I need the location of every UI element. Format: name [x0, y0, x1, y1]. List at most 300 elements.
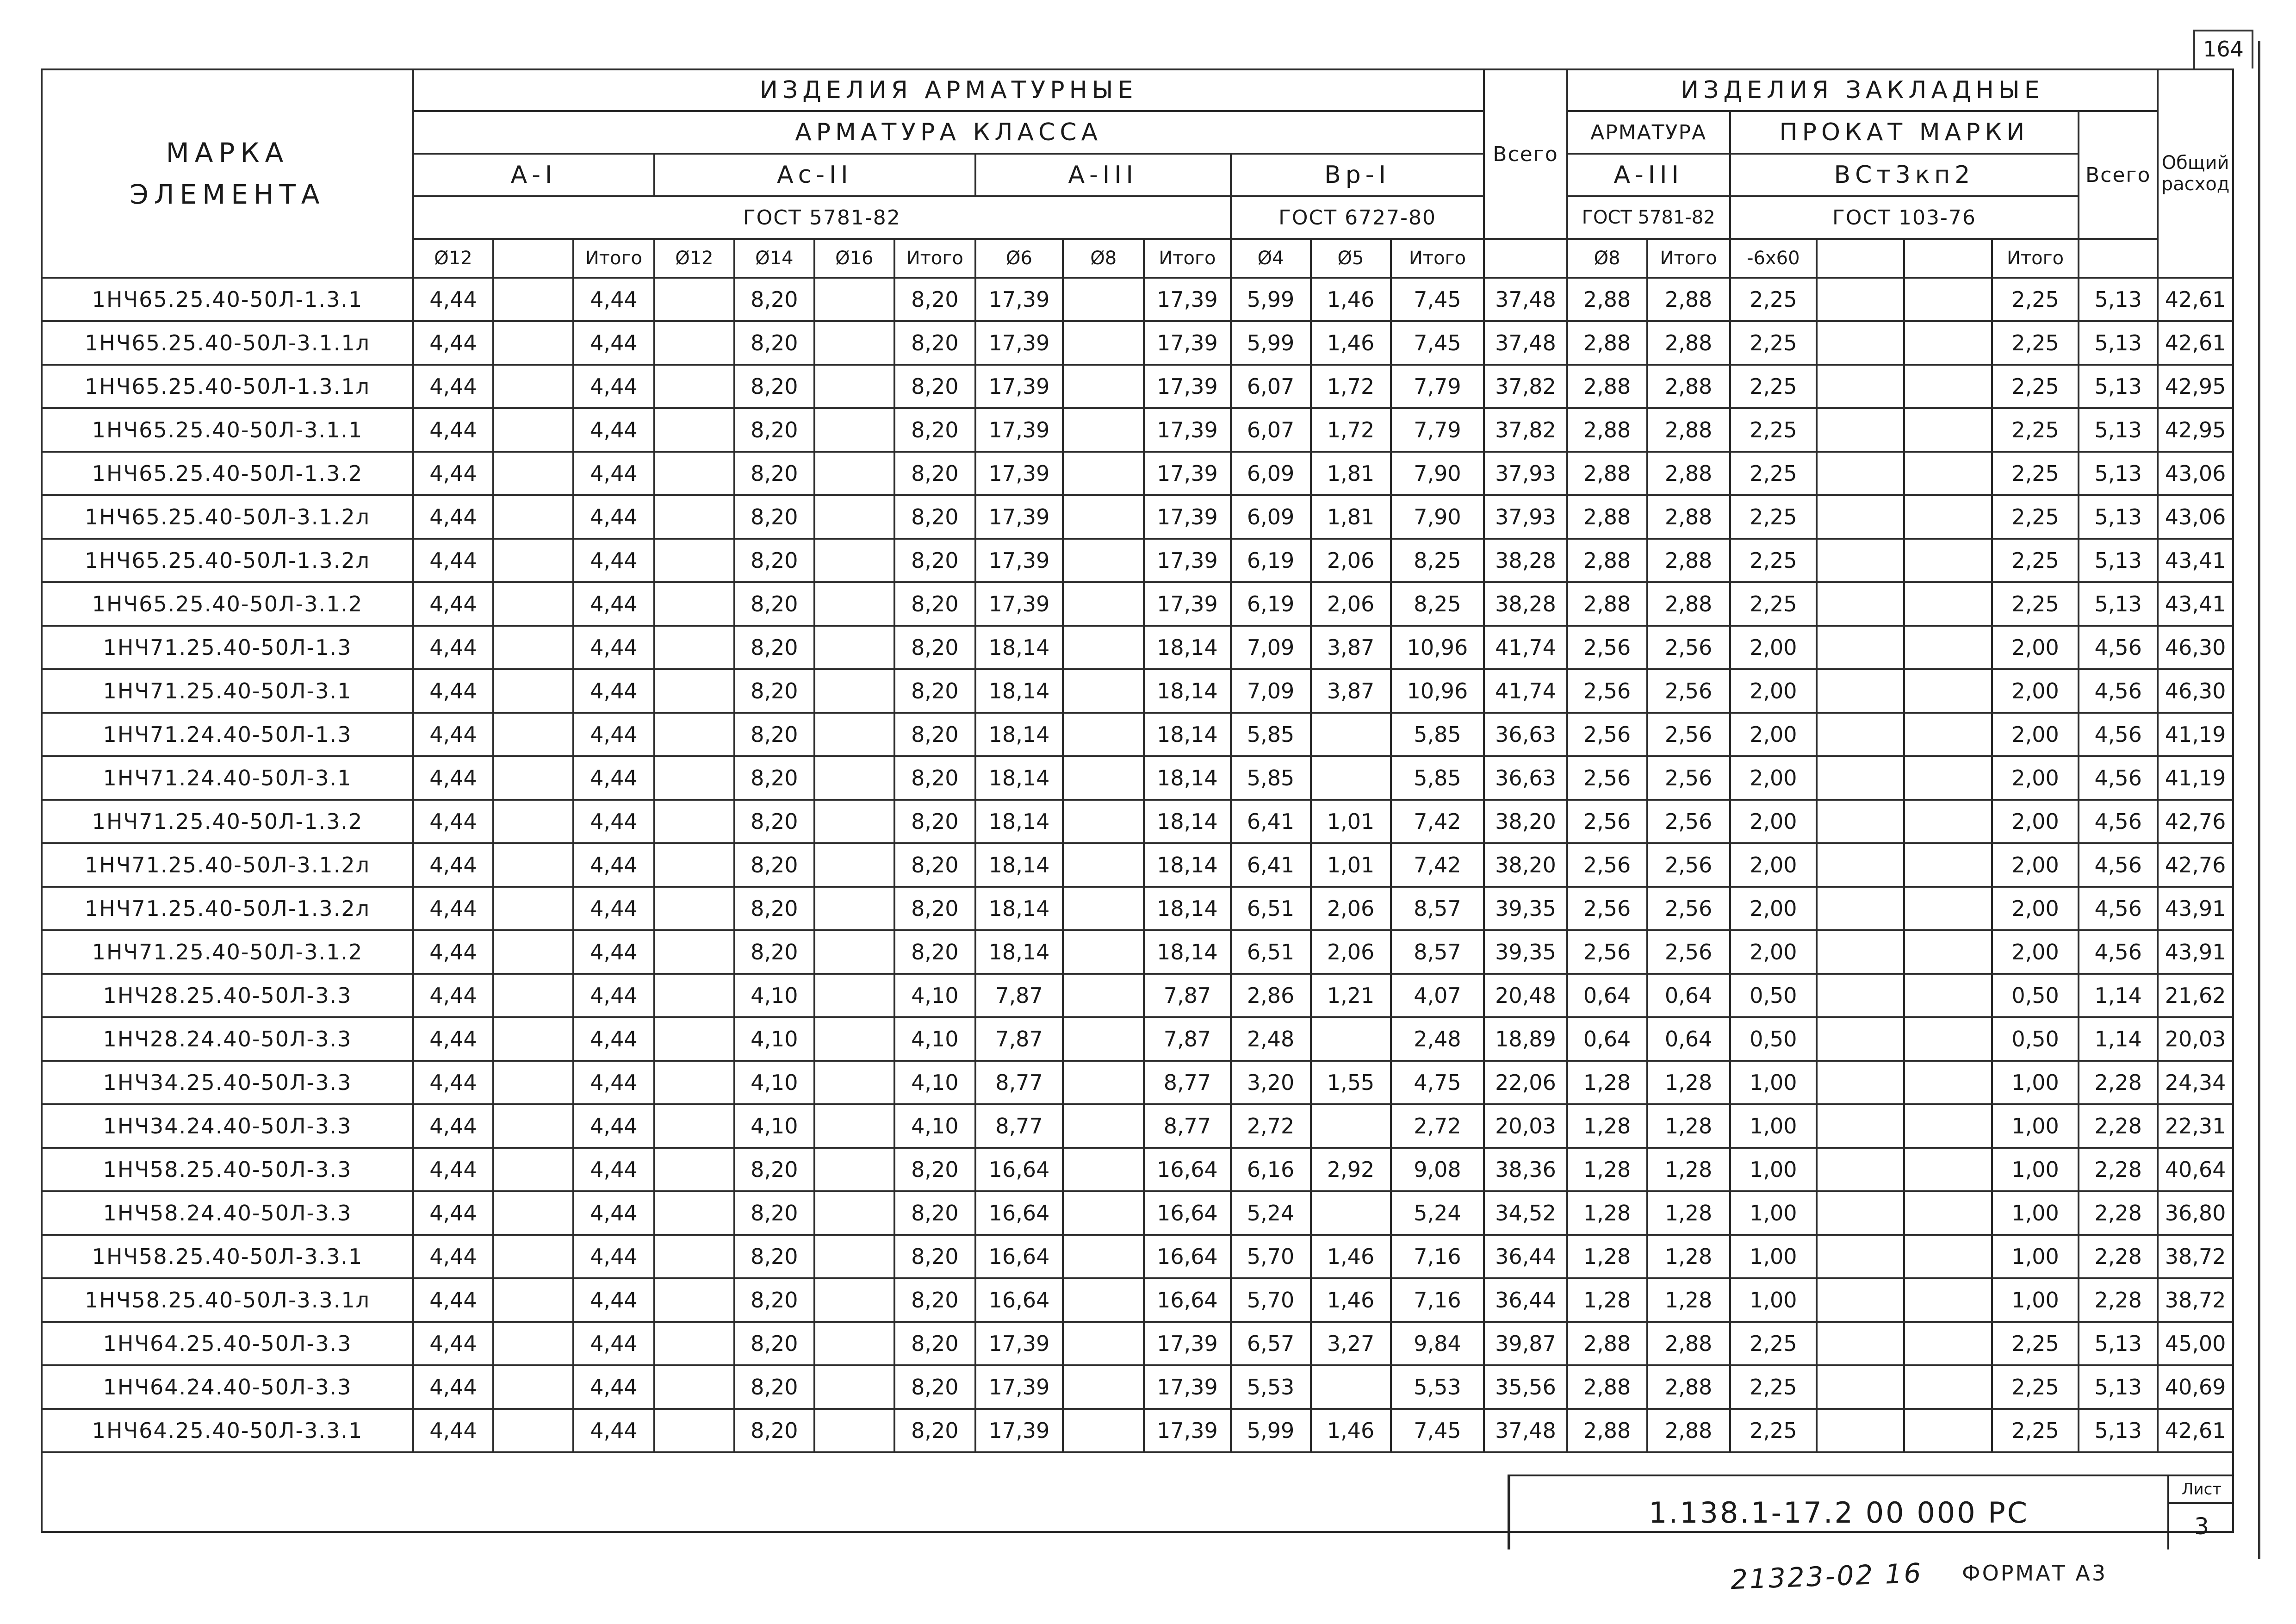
- value-cell: 38,20: [1484, 843, 1567, 887]
- value-cell: 2,56: [1647, 800, 1730, 843]
- value-cell: 4,44: [573, 843, 654, 887]
- value-cell: 2,88: [1647, 539, 1730, 582]
- value-cell: 1,14: [2079, 1017, 2158, 1061]
- element-mark-cell: 1НЧ65.25.40-50Л-1.3.1л: [42, 365, 413, 408]
- value-cell: 6,41: [1231, 843, 1311, 887]
- value-cell: [1817, 713, 1904, 756]
- value-cell: 34,52: [1484, 1191, 1567, 1235]
- value-cell: 2,88: [1567, 321, 1647, 365]
- value-cell: [654, 843, 734, 887]
- value-cell: [1817, 539, 1904, 582]
- value-cell: [814, 1148, 894, 1191]
- value-cell: 2,88: [1647, 321, 1730, 365]
- value-cell: 2,00: [1730, 800, 1817, 843]
- value-cell: 35,56: [1484, 1365, 1567, 1409]
- group-reinforcement-header: ИЗДЕЛИЯ АРМАТУРНЫЕ: [413, 69, 1484, 111]
- value-cell: [1063, 495, 1144, 539]
- value-cell: 38,28: [1484, 539, 1567, 582]
- value-cell: [814, 1365, 894, 1409]
- value-cell: 5,13: [2079, 452, 2158, 495]
- table-row: [42, 321, 2233, 365]
- table-row: [42, 452, 2233, 495]
- value-cell: 2,56: [1567, 756, 1647, 800]
- value-cell: 37,93: [1484, 452, 1567, 495]
- value-cell: 4,44: [413, 1061, 493, 1104]
- value-cell: 4,44: [413, 1322, 493, 1365]
- value-cell: 4,44: [573, 1148, 654, 1191]
- specification-table: [41, 68, 2234, 1533]
- value-cell: 5,53: [1231, 1365, 1311, 1409]
- page-number: 164: [2193, 30, 2253, 68]
- element-mark-cell: 1НЧ58.25.40-50Л-3.3.1л: [42, 1278, 413, 1322]
- value-cell: [1063, 278, 1144, 321]
- value-cell: 18,14: [1144, 626, 1230, 669]
- value-cell: [1817, 582, 1904, 626]
- value-cell: 46,30: [2158, 669, 2233, 713]
- value-cell: 5,13: [2079, 582, 2158, 626]
- value-cell: 2,86: [1231, 974, 1311, 1017]
- value-cell: [654, 713, 734, 756]
- value-cell: [1063, 408, 1144, 452]
- value-cell: 4,44: [413, 1365, 493, 1409]
- value-cell: 2,56: [1567, 843, 1647, 887]
- sheet-label: Лист: [2169, 1476, 2234, 1504]
- value-cell: 43,41: [2158, 539, 2233, 582]
- value-cell: 4,44: [413, 713, 493, 756]
- value-cell: 7,87: [975, 974, 1063, 1017]
- value-cell: 8,77: [975, 1104, 1063, 1148]
- value-cell: [1904, 756, 1992, 800]
- value-cell: [1904, 1061, 1992, 1104]
- element-mark-cell: 1НЧ64.25.40-50Л-3.3.1: [42, 1409, 413, 1452]
- table-row: [42, 843, 2233, 887]
- value-cell: [493, 1235, 573, 1278]
- value-cell: 8,20: [894, 1278, 975, 1322]
- table-row: [42, 713, 2233, 756]
- value-cell: 41,74: [1484, 669, 1567, 713]
- right-border-line: [2258, 41, 2260, 1559]
- value-cell: 4,44: [413, 452, 493, 495]
- value-cell: [814, 1278, 894, 1322]
- value-cell: 1,28: [1567, 1148, 1647, 1191]
- value-cell: [1063, 365, 1144, 408]
- value-cell: 4,44: [413, 321, 493, 365]
- value-cell: [1904, 321, 1992, 365]
- value-cell: 1,46: [1311, 1409, 1391, 1452]
- value-cell: 4,44: [573, 756, 654, 800]
- value-cell: 7,87: [975, 1017, 1063, 1061]
- value-cell: [1063, 1104, 1144, 1148]
- value-cell: 42,76: [2158, 843, 2233, 887]
- value-cell: 4,44: [573, 1061, 654, 1104]
- value-cell: 45,00: [2158, 1322, 2233, 1365]
- value-cell: [493, 1278, 573, 1322]
- value-cell: 5,24: [1231, 1191, 1311, 1235]
- value-cell: 4,44: [573, 1017, 654, 1061]
- element-mark-cell: 1НЧ71.25.40-50Л-3.1: [42, 669, 413, 713]
- value-cell: 2,28: [2079, 1191, 2158, 1235]
- value-cell: 2,28: [2079, 1278, 2158, 1322]
- value-cell: 1,81: [1311, 452, 1391, 495]
- value-cell: 8,20: [734, 539, 814, 582]
- value-cell: [814, 1409, 894, 1452]
- value-cell: 18,14: [1144, 800, 1230, 843]
- value-cell: 4,44: [413, 582, 493, 626]
- value-cell: 2,25: [1730, 495, 1817, 539]
- value-cell: 5,99: [1231, 321, 1311, 365]
- value-cell: 4,44: [413, 1409, 493, 1452]
- value-cell: 4,56: [2079, 800, 2158, 843]
- value-cell: [493, 1322, 573, 1365]
- value-cell: 1,28: [1567, 1278, 1647, 1322]
- value-cell: 8,20: [894, 452, 975, 495]
- value-cell: 2,88: [1567, 1322, 1647, 1365]
- value-cell: [654, 408, 734, 452]
- value-cell: 8,20: [894, 1409, 975, 1452]
- value-cell: 4,44: [573, 278, 654, 321]
- value-cell: [814, 539, 894, 582]
- value-cell: 2,88: [1567, 539, 1647, 582]
- value-cell: 7,42: [1391, 843, 1484, 887]
- value-cell: [1817, 887, 1904, 930]
- value-cell: 2,25: [1992, 365, 2079, 408]
- total-use-header: [2158, 69, 2233, 278]
- value-cell: 2,56: [1567, 800, 1647, 843]
- element-mark-cell: 1НЧ58.24.40-50Л-3.3: [42, 1191, 413, 1235]
- value-cell: 42,61: [2158, 278, 2233, 321]
- value-cell: [654, 278, 734, 321]
- value-cell: [1817, 1278, 1904, 1322]
- value-cell: 0,50: [1730, 974, 1817, 1017]
- value-cell: 4,44: [573, 626, 654, 669]
- value-cell: 3,87: [1311, 626, 1391, 669]
- value-cell: 2,88: [1647, 278, 1730, 321]
- value-cell: 17,39: [975, 408, 1063, 452]
- value-cell: 0,50: [1730, 1017, 1817, 1061]
- value-cell: 6,07: [1231, 365, 1311, 408]
- value-cell: 8,20: [894, 278, 975, 321]
- element-mark-cell: 1НЧ65.25.40-50Л-3.1.1л: [42, 321, 413, 365]
- value-cell: 1,00: [1992, 1191, 2079, 1235]
- value-cell: [1817, 930, 1904, 974]
- value-cell: [814, 930, 894, 974]
- value-cell: 2,00: [1992, 887, 2079, 930]
- value-cell: 2,25: [1730, 1322, 1817, 1365]
- value-cell: [814, 1235, 894, 1278]
- value-cell: 38,36: [1484, 1148, 1567, 1191]
- value-cell: 41,19: [2158, 756, 2233, 800]
- value-cell: 2,56: [1567, 626, 1647, 669]
- value-cell: 1,00: [1992, 1061, 2079, 1104]
- value-cell: 8,20: [734, 669, 814, 713]
- value-cell: [493, 669, 573, 713]
- table-row: [42, 539, 2233, 582]
- value-cell: 42,61: [2158, 1409, 2233, 1452]
- value-cell: 7,79: [1391, 365, 1484, 408]
- value-cell: 4,44: [413, 495, 493, 539]
- value-cell: 2,25: [1730, 321, 1817, 365]
- element-mark-cell: 1НЧ64.25.40-50Л-3.3: [42, 1322, 413, 1365]
- value-cell: [493, 452, 573, 495]
- value-cell: 2,28: [2079, 1104, 2158, 1148]
- value-cell: 18,89: [1484, 1017, 1567, 1061]
- value-cell: 2,00: [1730, 713, 1817, 756]
- value-cell: [1063, 1148, 1144, 1191]
- value-cell: 20,03: [1484, 1104, 1567, 1148]
- value-cell: 5,13: [2079, 1409, 2158, 1452]
- value-cell: 5,70: [1231, 1235, 1311, 1278]
- total-reinforcement-header: Всего: [1484, 69, 1567, 239]
- value-cell: [654, 1278, 734, 1322]
- value-cell: [1063, 1061, 1144, 1104]
- value-cell: 4,44: [413, 669, 493, 713]
- element-mark-cell: 1НЧ28.25.40-50Л-3.3: [42, 974, 413, 1017]
- value-cell: 1,00: [1730, 1235, 1817, 1278]
- table-row: [42, 974, 2233, 1017]
- value-cell: 4,44: [413, 930, 493, 974]
- element-mark-cell: 1НЧ71.25.40-50Л-3.1.2: [42, 930, 413, 974]
- value-cell: 2,88: [1647, 408, 1730, 452]
- table-row: [42, 495, 2233, 539]
- value-cell: 2,88: [1647, 452, 1730, 495]
- value-cell: 7,90: [1391, 495, 1484, 539]
- value-cell: 1,00: [1992, 1104, 2079, 1148]
- value-cell: 10,96: [1391, 669, 1484, 713]
- value-cell: 4,44: [573, 1365, 654, 1409]
- value-cell: [814, 495, 894, 539]
- value-cell: 16,64: [975, 1148, 1063, 1191]
- value-cell: [654, 582, 734, 626]
- value-cell: 4,44: [413, 843, 493, 887]
- value-cell: 2,25: [1992, 321, 2079, 365]
- sheet-box: [2167, 1476, 2234, 1549]
- value-cell: [493, 321, 573, 365]
- value-cell: 8,20: [734, 1148, 814, 1191]
- value-cell: 18,14: [975, 930, 1063, 974]
- subheader-cell: Ø8: [1063, 239, 1144, 278]
- value-cell: [1817, 669, 1904, 713]
- value-cell: 4,44: [413, 1278, 493, 1322]
- value-cell: [1904, 1191, 1992, 1235]
- value-cell: 43,91: [2158, 887, 2233, 930]
- value-cell: 38,72: [2158, 1278, 2233, 1322]
- subheader-cell: Итого: [1992, 239, 2079, 278]
- value-cell: 17,39: [1144, 1409, 1230, 1452]
- value-cell: 2,00: [1730, 887, 1817, 930]
- value-cell: [493, 887, 573, 930]
- value-cell: 8,57: [1391, 887, 1484, 930]
- value-cell: [1063, 887, 1144, 930]
- value-cell: 2,48: [1391, 1017, 1484, 1061]
- value-cell: [1904, 1104, 1992, 1148]
- value-cell: 1,46: [1311, 278, 1391, 321]
- value-cell: 2,88: [1567, 408, 1647, 452]
- value-cell: 0,50: [1992, 1017, 2079, 1061]
- value-cell: 5,85: [1231, 713, 1311, 756]
- value-cell: [1063, 1365, 1144, 1409]
- value-cell: 1,28: [1647, 1061, 1730, 1104]
- value-cell: 40,69: [2158, 1365, 2233, 1409]
- value-cell: 6,16: [1231, 1148, 1311, 1191]
- value-cell: 8,20: [894, 626, 975, 669]
- value-cell: 5,85: [1391, 713, 1484, 756]
- value-cell: [1063, 539, 1144, 582]
- value-cell: 4,44: [413, 974, 493, 1017]
- value-cell: 8,20: [734, 1322, 814, 1365]
- gost-103-header: ГОСТ 103-76: [1730, 196, 2079, 239]
- value-cell: [493, 408, 573, 452]
- element-mark-cell: 1НЧ65.25.40-50Л-3.1.2: [42, 582, 413, 626]
- value-cell: 2,56: [1567, 669, 1647, 713]
- document-code: 1.138.1-17.2 00 000 РС: [1648, 1496, 2029, 1530]
- value-cell: 4,56: [2079, 930, 2158, 974]
- value-cell: 4,10: [734, 1061, 814, 1104]
- value-cell: 1,00: [1730, 1148, 1817, 1191]
- value-cell: [1904, 1017, 1992, 1061]
- value-cell: [1063, 321, 1144, 365]
- value-cell: 42,61: [2158, 321, 2233, 365]
- value-cell: 2,88: [1647, 1365, 1730, 1409]
- table-row: [42, 669, 2233, 713]
- value-cell: [814, 1191, 894, 1235]
- value-cell: [814, 1322, 894, 1365]
- value-cell: 5,13: [2079, 1322, 2158, 1365]
- value-cell: 4,44: [413, 1148, 493, 1191]
- value-cell: [493, 278, 573, 321]
- value-cell: 17,39: [975, 321, 1063, 365]
- value-cell: 5,85: [1231, 756, 1311, 800]
- value-cell: 7,45: [1391, 1409, 1484, 1452]
- value-cell: [654, 1365, 734, 1409]
- value-cell: 2,00: [1730, 669, 1817, 713]
- value-cell: [493, 1365, 573, 1409]
- value-cell: 2,25: [1992, 495, 2079, 539]
- element-mark-cell: 1НЧ71.24.40-50Л-1.3: [42, 713, 413, 756]
- value-cell: 37,48: [1484, 1409, 1567, 1452]
- value-cell: 1,00: [1730, 1104, 1817, 1148]
- value-cell: [654, 1235, 734, 1278]
- value-cell: [1063, 843, 1144, 887]
- value-cell: [493, 843, 573, 887]
- element-mark-cell: 1НЧ71.25.40-50Л-1.3.2л: [42, 887, 413, 930]
- value-cell: [1817, 1061, 1904, 1104]
- value-cell: 37,93: [1484, 495, 1567, 539]
- value-cell: 8,20: [734, 495, 814, 539]
- element-mark-cell: 1НЧ65.25.40-50Л-1.3.2л: [42, 539, 413, 582]
- table-row: [42, 756, 2233, 800]
- element-mark-cell: 1НЧ65.25.40-50Л-3.1.2л: [42, 495, 413, 539]
- value-cell: 8,20: [734, 452, 814, 495]
- value-cell: 4,10: [894, 974, 975, 1017]
- value-cell: 8,20: [894, 365, 975, 408]
- value-cell: 17,39: [1144, 408, 1230, 452]
- value-cell: [654, 1148, 734, 1191]
- value-cell: [814, 669, 894, 713]
- value-cell: 36,44: [1484, 1235, 1567, 1278]
- table-row: [42, 626, 2233, 669]
- value-cell: 2,25: [1730, 452, 1817, 495]
- value-cell: [1904, 495, 1992, 539]
- value-cell: [1817, 974, 1904, 1017]
- value-cell: [493, 539, 573, 582]
- mark-column-header: [42, 69, 413, 278]
- value-cell: [1817, 843, 1904, 887]
- embed-gost-header: ГОСТ 5781-82: [1567, 196, 1730, 239]
- value-cell: [814, 408, 894, 452]
- value-cell: [1817, 1191, 1904, 1235]
- value-cell: 6,19: [1231, 582, 1311, 626]
- value-cell: 2,25: [1730, 408, 1817, 452]
- value-cell: 8,20: [734, 887, 814, 930]
- value-cell: 0,64: [1647, 1017, 1730, 1061]
- value-cell: 4,44: [413, 408, 493, 452]
- value-cell: 2,00: [1992, 713, 2079, 756]
- value-cell: [1904, 1278, 1992, 1322]
- value-cell: 43,06: [2158, 452, 2233, 495]
- value-cell: 2,88: [1647, 582, 1730, 626]
- value-cell: 8,20: [734, 756, 814, 800]
- value-cell: 8,20: [734, 1365, 814, 1409]
- element-mark-cell: 1НЧ71.24.40-50Л-3.1: [42, 756, 413, 800]
- value-cell: [493, 626, 573, 669]
- value-cell: 17,39: [975, 539, 1063, 582]
- value-cell: [1063, 800, 1144, 843]
- value-cell: [1063, 713, 1144, 756]
- value-cell: 2,25: [1730, 582, 1817, 626]
- table-row: [42, 1148, 2233, 1191]
- value-cell: [1311, 1017, 1391, 1061]
- value-cell: [654, 452, 734, 495]
- table-row: [42, 887, 2233, 930]
- value-cell: [493, 495, 573, 539]
- value-cell: 2,25: [1730, 1365, 1817, 1409]
- value-cell: 17,39: [1144, 365, 1230, 408]
- value-cell: 1,14: [2079, 974, 2158, 1017]
- value-cell: [1063, 669, 1144, 713]
- value-cell: 8,20: [894, 887, 975, 930]
- value-cell: [1904, 626, 1992, 669]
- value-cell: 36,44: [1484, 1278, 1567, 1322]
- value-cell: 17,39: [975, 495, 1063, 539]
- embed-class-header: А-III: [1567, 154, 1730, 196]
- value-cell: 4,10: [734, 1017, 814, 1061]
- value-cell: [493, 930, 573, 974]
- value-cell: 2,88: [1647, 1409, 1730, 1452]
- value-cell: 18,14: [1144, 887, 1230, 930]
- value-cell: 2,00: [1992, 800, 2079, 843]
- value-cell: 7,16: [1391, 1235, 1484, 1278]
- value-cell: 2,88: [1567, 582, 1647, 626]
- value-cell: 1,28: [1567, 1191, 1647, 1235]
- value-cell: [493, 713, 573, 756]
- value-cell: 6,07: [1231, 408, 1311, 452]
- value-cell: [493, 582, 573, 626]
- value-cell: 2,25: [1992, 1322, 2079, 1365]
- value-cell: 18,14: [1144, 713, 1230, 756]
- value-cell: 5,13: [2079, 1365, 2158, 1409]
- value-cell: [654, 626, 734, 669]
- value-cell: 7,45: [1391, 321, 1484, 365]
- value-cell: 8,20: [734, 843, 814, 887]
- gost-6727-header: ГОСТ 6727-80: [1231, 196, 1484, 239]
- value-cell: 2,06: [1311, 930, 1391, 974]
- value-cell: 1,46: [1311, 321, 1391, 365]
- value-cell: 4,44: [573, 887, 654, 930]
- value-cell: 4,44: [573, 1322, 654, 1365]
- value-cell: 8,20: [894, 843, 975, 887]
- value-cell: 18,14: [1144, 930, 1230, 974]
- value-cell: 16,64: [975, 1191, 1063, 1235]
